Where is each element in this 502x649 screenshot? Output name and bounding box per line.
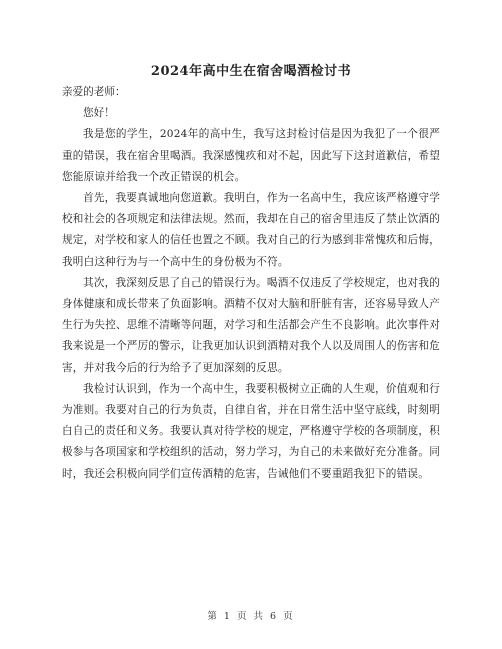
page-number-footer: 第 1 页 共 6 页 [207, 611, 295, 622]
document-body [62, 82, 440, 485]
paragraph-3: 其次，我深刻反思了自己的错误行为。喝酒不仅违反了学校规定，也对我的身体健康和成长带来了负面影响。酒精不仅对大脑和肝脏有害，还容易导致人产生行为失控、思维不清晰等问题，对学习和生活都会产生不良影响。此次事件对我来说是一个严厉的警示，让我更加认识到酒精对我个人以及周围人的伤害和危害，并对我今后的行为给予了更加深刻的反思。 [62, 276, 440, 374]
paragraph-1: 我是您的学生，2024年的高中生，我写这封检讨信是因为我犯了一个很严重的错误，我在宿舍里喝酒。我深感愧疚和对不起，因此写下这封道歉信，希望您能原谅并给我一个改正错误的机会。 [62, 128, 440, 183]
salutation: 亲爱的老师： [62, 86, 126, 98]
greeting: 您好！ [83, 107, 115, 120]
document-title: 2024年高中生在宿舍喝酒检讨书 [150, 64, 352, 79]
paragraph-2: 首先，我要真诚地向您道歉。我明白，作为一名高中生，我应该严格遵守学校和社会的各项规定和法律法规。然而，我却在自己的宿舍里违反了禁止饮酒的规定，对学校和家人的信任也置之不顾。我对自己的行为感到非常愧疚和后悔，我明白这种行为与一个高中生的身份极为不符。 [62, 192, 440, 268]
paragraph-4: 我检讨认识到，作为一个高中生，我要积极树立正确的人生观，价值观和行为准则。我要对自己的行为负责，自律自省，并在日常生活中坚守底线，时刻明白自己的责任和义务。我要认真对待学校的规定，严格遵守学校的各项制度，积极参与各项国家和学校组织的活动，努力学习，为自己的未来做好充分准备。同时，我还会积极向同学们宣传酒精的危害，告诫他们不要重蹈我犯下的错误。 [62, 382, 440, 480]
